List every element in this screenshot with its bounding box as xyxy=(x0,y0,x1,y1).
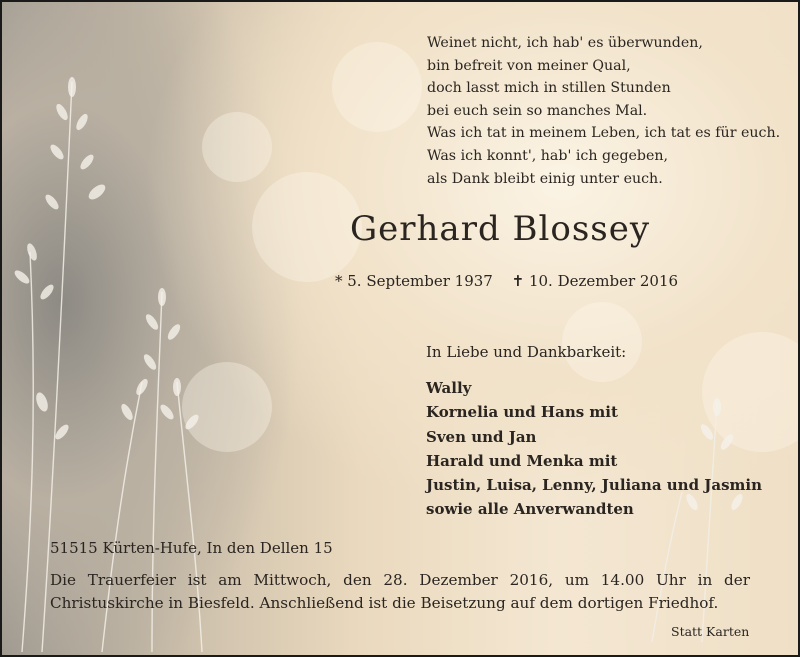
poem-line: bei euch sein so manches Mal. xyxy=(427,102,648,119)
mourner-name: Kornelia und Hans mit xyxy=(426,403,618,422)
address: 51515 Kürten-Hufe, In den Dellen 15 xyxy=(50,539,333,557)
service-details: Die Trauerfeier ist am Mittwoch, den 28. Dezember 2016, um 14.00 Uhr in der Christuskirche in Biesfeld. Anschließend ist die Beisetzung auf dem dortigen Friedhof. xyxy=(50,571,750,612)
deceased-name: Gerhard Blossey xyxy=(350,209,651,249)
life-dates xyxy=(335,272,692,290)
mourner-name: Harald und Menka mit xyxy=(426,451,618,470)
mourner-name: Sven und Jan xyxy=(426,427,537,446)
poem xyxy=(427,32,780,190)
mourner-name: sowie alle Anverwandten xyxy=(426,500,634,519)
poem-line: Weinet nicht, ich hab' es überwunden, xyxy=(427,35,703,51)
poem-line: Was ich konnt', hab' ich gegeben, xyxy=(427,147,669,164)
poem-line: Was ich tat in meinem Leben, ich tat es für euch. xyxy=(427,125,781,142)
poem-line: als Dank bleibt einig unter euch. xyxy=(427,170,663,187)
mourners-list xyxy=(426,376,762,522)
mourners-intro: In Liebe und Dankbarkeit: xyxy=(426,343,627,361)
poem-line: bin befreit von meiner Qual, xyxy=(427,57,631,74)
poem-line: doch lasst mich in stillen Stunden xyxy=(427,80,671,97)
mourner-name: Justin, Luisa, Lenny, Juliana und Jasmin xyxy=(426,476,763,495)
birth-date: * 5. September 1937 xyxy=(335,272,493,290)
death-date: ✝ 10. Dezember 2016 xyxy=(511,272,679,290)
statt-karten-note: Statt Karten xyxy=(671,624,750,639)
mourner-name: Wally xyxy=(426,379,472,397)
